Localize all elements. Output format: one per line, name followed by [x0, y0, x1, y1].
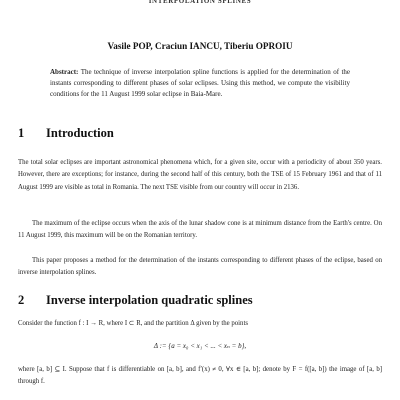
author-list: Vasile POP, Craciun IANCU, Tiberiu OPROIU [107, 41, 293, 51]
section-2-paragraph-2: where [a, b] ⊆ I. Suppose that f is differentiable on [a, b], and f′(x) ≠ 0, ∀x ∈ [a, b]; denote by F = f([a, b]) the image of [a, b] through f. [18, 366, 382, 386]
section-2-heading [18, 293, 253, 308]
section-title: Inverse interpolation quadratic splines [46, 293, 253, 307]
section-number: 1 [18, 126, 25, 140]
intro-paragraph-2: The maximum of the eclipse occurs when the axis of the lunar shadow cone is at minimum distance from the Earth's centre. On 11 August 1999, this maximum will be on the Romanian territory. [18, 220, 382, 240]
intro-paragraph-3: This paper proposes a method for the determination of the instants corresponding to different phases of the eclipse, based on inverse interpolation splines. [18, 257, 382, 277]
section-2-paragraph-1: Consider the function f : I → R, where I ⊂ R, and the partition Δ given by the points [18, 320, 248, 327]
abstract [50, 67, 350, 100]
abstract-text: The technique of inverse interpolation spline functions is applied for the determination of the instants corresponding to different phases of solar eclipses. Using this method, we compute the visibility conditions for the 11 August 1999 solar eclipse in Baia-Mare. [50, 68, 350, 98]
running-header: INTERPOLATION SPLINES [148, 0, 252, 5]
abstract-lead: Abstract: [50, 68, 79, 76]
intro-paragraph-1: The total solar eclipses are important astronomical phenomena which, for a given site, occur with a periodicity of about 350 years. However, there are exceptions; for instance, during the second half of this century, both the TSE of 15 February 1961 and that of 11 August 1999 are visible as total in Romania. The next TSE visible from our country will occur in 2136. [18, 159, 382, 191]
section-1-heading [18, 126, 114, 141]
section-number: 2 [18, 293, 25, 307]
section-title: Introduction [46, 126, 114, 140]
partition-formula: Δ := {a = x₀ < x₁ < ... < xₙ = b}, [153, 342, 247, 350]
